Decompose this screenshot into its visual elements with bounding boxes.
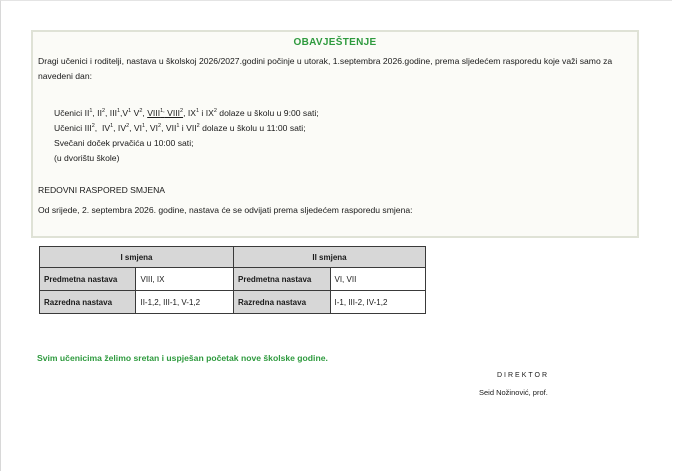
- shift1-header: I smjena: [40, 247, 234, 268]
- closing-message: Svim učenicima želimo sretan i uspješan početak nove školske godine.: [37, 353, 328, 363]
- schedule-line-2: Učenici III$^2$, $IV^1$, $IV^2$, $VI^1$, $VI^2$, VII$^1$ i VII$^2$ dolaze u školu u 11:00 sati;: [54, 123, 306, 133]
- schedule-line-3: Svečani doček prvačića u 10:00 sati;: [54, 138, 194, 148]
- regular-schedule-text: Od srijede, 2. septembra 2026. godine, nastava će se odvijati prema sljedećem rasporedu smjena:: [38, 205, 413, 215]
- regular-schedule-heading: REDOVNI RASPORED SMJENA: [38, 185, 166, 195]
- shift1-row1-label: Predmetna nastava: [40, 268, 136, 291]
- shift1-row1-value: VIII, IX: [136, 268, 234, 291]
- shift1-row2-label: Razredna nastava: [40, 291, 136, 314]
- shift2-row1-value: VI, VII: [330, 268, 426, 291]
- notice-title: OBAVJEŠTENJE: [293, 37, 377, 48]
- intro-paragraph: Dragi učenici i roditelji, nastava u školskoj 2026/2027.godini počinje u utorak, 1.septembra 2026.godine, prema sljedećem rasporedu koje važi samo za navedeni dan:: [38, 56, 613, 81]
- shift1-row2-value: II-1,2, III-1, V-1,2: [136, 291, 234, 314]
- director-name: Seid Nožinović, prof.: [479, 388, 548, 397]
- shift2-header: II smjena: [234, 247, 426, 268]
- schedule-line-1: Učenici $II^1$, $II^2$, $III^1,V^1$ $V^2$, $VIII^{1,}$ VIII$^2$, $IX^1$ i $IX^2$ dolaze u školu u 9:00 sati;: [54, 108, 319, 118]
- shift2-row2-value: I-1, III-2, IV-1,2: [330, 291, 426, 314]
- shift-table: [39, 246, 426, 314]
- schedule-line-4: (u dvorištu škole): [54, 153, 120, 163]
- shift2-row1-label: Predmetna nastava: [234, 268, 331, 291]
- first-day-schedule: [54, 106, 319, 166]
- director-title: DIREKTOR: [497, 372, 550, 379]
- shift2-row2-label: Razredna nastava: [234, 291, 331, 314]
- notice-box: [31, 30, 639, 238]
